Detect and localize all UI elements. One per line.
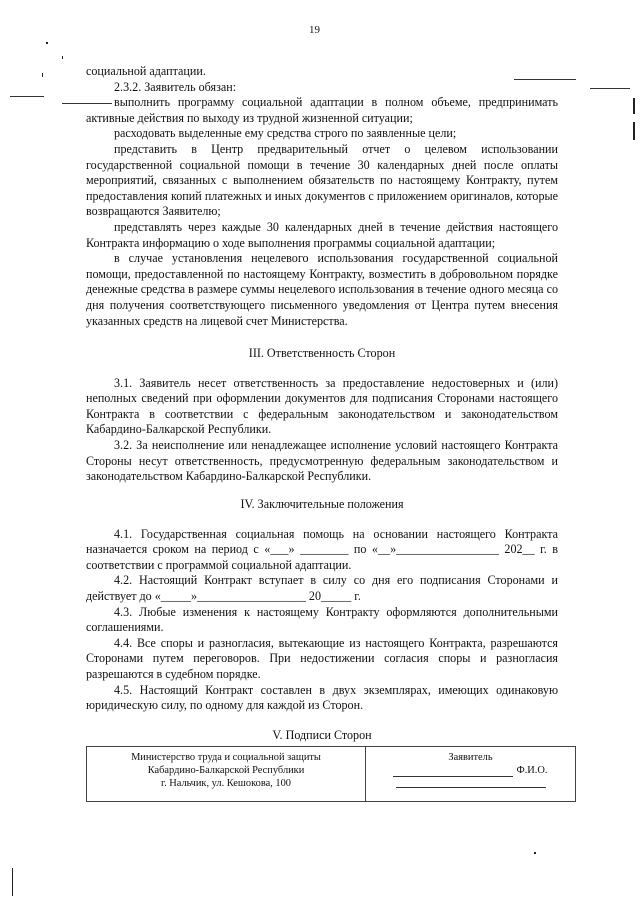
scan-line [590, 88, 630, 89]
applicant-title: Заявитель [448, 752, 493, 763]
scan-mark [633, 122, 635, 140]
paragraph: 4.2. Настоящий Контракт вступает в силу со дня его подписания Сторонами и действует до «_____»__________________ 20_____ г. [86, 573, 558, 603]
section-4 [86, 497, 558, 743]
section-3 [86, 346, 558, 485]
applicant-cell [366, 747, 576, 802]
paragraph: представить в Центр предварительный отчет о целевом использовании государственной социальной помощи в течение 30 календарных дней после оплаты мероприятий, связанных с выполнением обязательств по настоящему Контракту, путем предоставления копий платежных и иных документов с приложением оригиналов, которые возвращаются Заявителю; [86, 141, 558, 219]
scan-line [10, 96, 44, 97]
scan-mark [42, 73, 43, 77]
scan-mark [534, 852, 536, 854]
paragraph: 4.3. Любые изменения к настоящему Контракту оформляются дополнительными соглашениями. [86, 604, 558, 635]
ministry-cell [87, 747, 366, 802]
page-number: 19 [309, 24, 320, 36]
section-heading: IV. Заключительные положения [240, 497, 404, 511]
paragraph: 4.1. Государственная социальная помощь на основании настоящего Контракта назначается сроком на период с «___» ________ по «__»_________________ 202__ г. в соответствии с программой социальной адаптации. [86, 526, 558, 572]
paragraph: 4.5. Настоящий Контракт составлен в двух экземплярах, имеющих одинаковую юридическую силу, по одному для каждой из Сторон. [86, 682, 558, 713]
scan-mark [46, 42, 48, 44]
paragraph: в случае установления нецелевого использования государственной социальной помощи, предоставленной по настоящему Контракту, возместить в добровольном порядке денежные средства в размере суммы нецелевого использования в течение одного месяца со дня получения соответствующего письменного уведомления от Центра путем внесения указанных средств на лицевой счет Министерства. [86, 251, 558, 328]
body-text [86, 64, 558, 329]
signatures-table [86, 746, 576, 802]
signature-line [393, 766, 513, 777]
paragraph: 3.1. Заявитель несет ответственность за предоставление недостоверных и (или) неполных сведений при оформлении документов для подписания Сторонами настоящего Контракта в соответствии с федеральным законодательством и законодательством Кабардино-Балкарской Республики. [86, 375, 558, 437]
signature-line [396, 781, 546, 788]
paragraph: 3.2. За неисполнение или ненадлежащее исполнение условий настоящего Контракта Стороны несут ответственность, предусмотренную федеральным законодательством и законодательством Кабардино-Балкарской Республики. [86, 437, 558, 484]
applicant-fio: Ф.И.О. [516, 765, 548, 776]
ministry-region: Кабардино-Балкарской Республики [147, 765, 305, 776]
paragraph: 2.3.2. Заявитель обязан: [114, 79, 237, 94]
scan-mark [633, 98, 635, 114]
section-heading: V. Подписи Сторон [272, 727, 372, 742]
paragraph: 4.4. Все споры и разногласия, вытекающие из настоящего Контракта, разрешаются Сторонами путем переговоров. При недостижении согласия споры и разногласия разрешаются в судебном порядке. [86, 635, 558, 681]
section-heading: III. Ответственность Сторон [248, 346, 396, 360]
scan-mark [62, 56, 63, 59]
scan-mark [12, 868, 13, 896]
ministry-name: Министерство труда и социальной защиты [131, 752, 321, 763]
paragraph: расходовать выделенные ему средства строго по заявленные цели; [114, 126, 457, 141]
ministry-address: г. Нальчик, ул. Кешокова, 100 [161, 778, 291, 789]
paragraph: социальной адаптации. [86, 64, 206, 78]
paragraph: представлять через каждые 30 календарных дней в течение действия настоящего Контракта информацию о ходе выполнения программы социальной адаптации; [86, 219, 558, 250]
paragraph: выполнить программу социальной адаптации в полном объеме, предпринимать активные действия по выходу из трудной жизненной ситуации; [86, 95, 558, 125]
